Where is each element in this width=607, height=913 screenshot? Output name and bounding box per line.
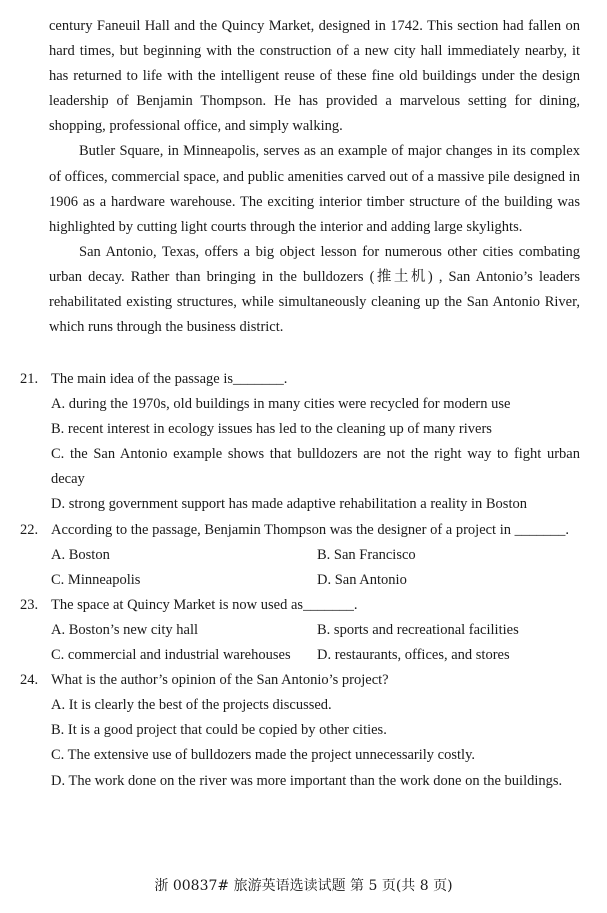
- question-text: The main idea of the passage is_______.: [51, 371, 288, 387]
- option-b[interactable]: B. sports and recreational facilities: [317, 621, 519, 638]
- question-number: 22.: [20, 521, 39, 538]
- option-list: [51, 392, 580, 517]
- passage-paragraph: century Faneuil Hall and the Quincy Market, designed in 1742. This section had fallen on hard times, but beginning with the construction of a new city hall immediately nearby, it has returned to life with the intelligent reuse of these fine old buildings under the design leadership of Benjamin Thompson. He has provided a marvelous setting for dining, shopping, professional office, and simply walking.: [49, 18, 580, 135]
- question-list: [20, 367, 580, 794]
- option-d[interactable]: D. strong government support has made adaptive rehabilitation a reality in Boston: [51, 496, 527, 513]
- option-d[interactable]: D. The work done on the river was more important than the work done on the buildings.: [51, 772, 563, 789]
- question-number: 21.: [20, 371, 39, 387]
- question-number: 24.: [20, 672, 39, 689]
- option-b[interactable]: B. San Francisco: [317, 546, 416, 563]
- option-c[interactable]: C. commercial and industrial warehouses: [51, 647, 291, 664]
- option-c[interactable]: C. The extensive use of bulldozers made the project unnecessarily costly.: [51, 747, 475, 764]
- option-list: [51, 618, 580, 668]
- option-a[interactable]: A. Boston: [51, 546, 110, 563]
- option-c[interactable]: C. the San Antonio example shows that bulldozers are not the right way to fight urban decay: [51, 446, 580, 488]
- option-d[interactable]: D. restaurants, offices, and stores: [317, 647, 510, 664]
- option-a[interactable]: A. It is clearly the best of the projects discussed.: [51, 697, 332, 714]
- option-row: [51, 618, 580, 643]
- reading-passage: [49, 14, 580, 340]
- question-text: What is the author’s opinion of the San Antonio’s project?: [51, 672, 389, 689]
- question-stem: [20, 593, 580, 618]
- question-stem: [20, 668, 580, 693]
- question-24: [20, 668, 580, 793]
- question-23: [20, 593, 580, 668]
- question-number: 23.: [20, 596, 39, 613]
- option-row: [51, 568, 580, 593]
- question-text: According to the passage, Benjamin Thompson was the designer of a project in _______.: [51, 521, 569, 538]
- question-stem: [20, 518, 580, 543]
- question-22: [20, 518, 580, 593]
- page-footer: 浙 00837# 旅游英语选读试题 第 5 页(共 8 页): [154, 878, 453, 894]
- option-list: [51, 543, 580, 593]
- option-list: [51, 693, 580, 793]
- option-d[interactable]: D. San Antonio: [317, 571, 407, 588]
- option-b[interactable]: B. recent interest in ecology issues has led to the cleaning up of many rivers: [51, 421, 492, 438]
- question-text: The space at Quincy Market is now used as_______.: [51, 596, 358, 613]
- option-b[interactable]: B. It is a good project that could be copied by other cities.: [51, 722, 387, 739]
- option-row: [51, 543, 580, 568]
- passage-paragraph: San Antonio, Texas, offers a big object lesson for numerous other cities combating urban decay. Rather than bringing in the bulldozers (推土机) , San Antonio’s leaders rehabilitated existing structures, while simultaneously cleaning up the San Antonio River, which runs through the business district.: [49, 243, 580, 336]
- question-21: [20, 367, 580, 518]
- option-a[interactable]: A. during the 1970s, old buildings in many cities were recycled for modern use: [51, 396, 511, 413]
- question-stem: [20, 367, 580, 392]
- option-row: [51, 643, 580, 668]
- option-c[interactable]: C. Minneapolis: [51, 571, 141, 588]
- passage-paragraph: Butler Square, in Minneapolis, serves as an example of major changes in its complex of offices, commercial space, and public amenities carved out of a massive pile designed in 1906 as a hardware warehouse. The exciting interior timber structure of the building was highlighted by cutting light courts through the interior and adding large skylights.: [49, 143, 580, 235]
- option-a[interactable]: A. Boston’s new city hall: [51, 621, 199, 638]
